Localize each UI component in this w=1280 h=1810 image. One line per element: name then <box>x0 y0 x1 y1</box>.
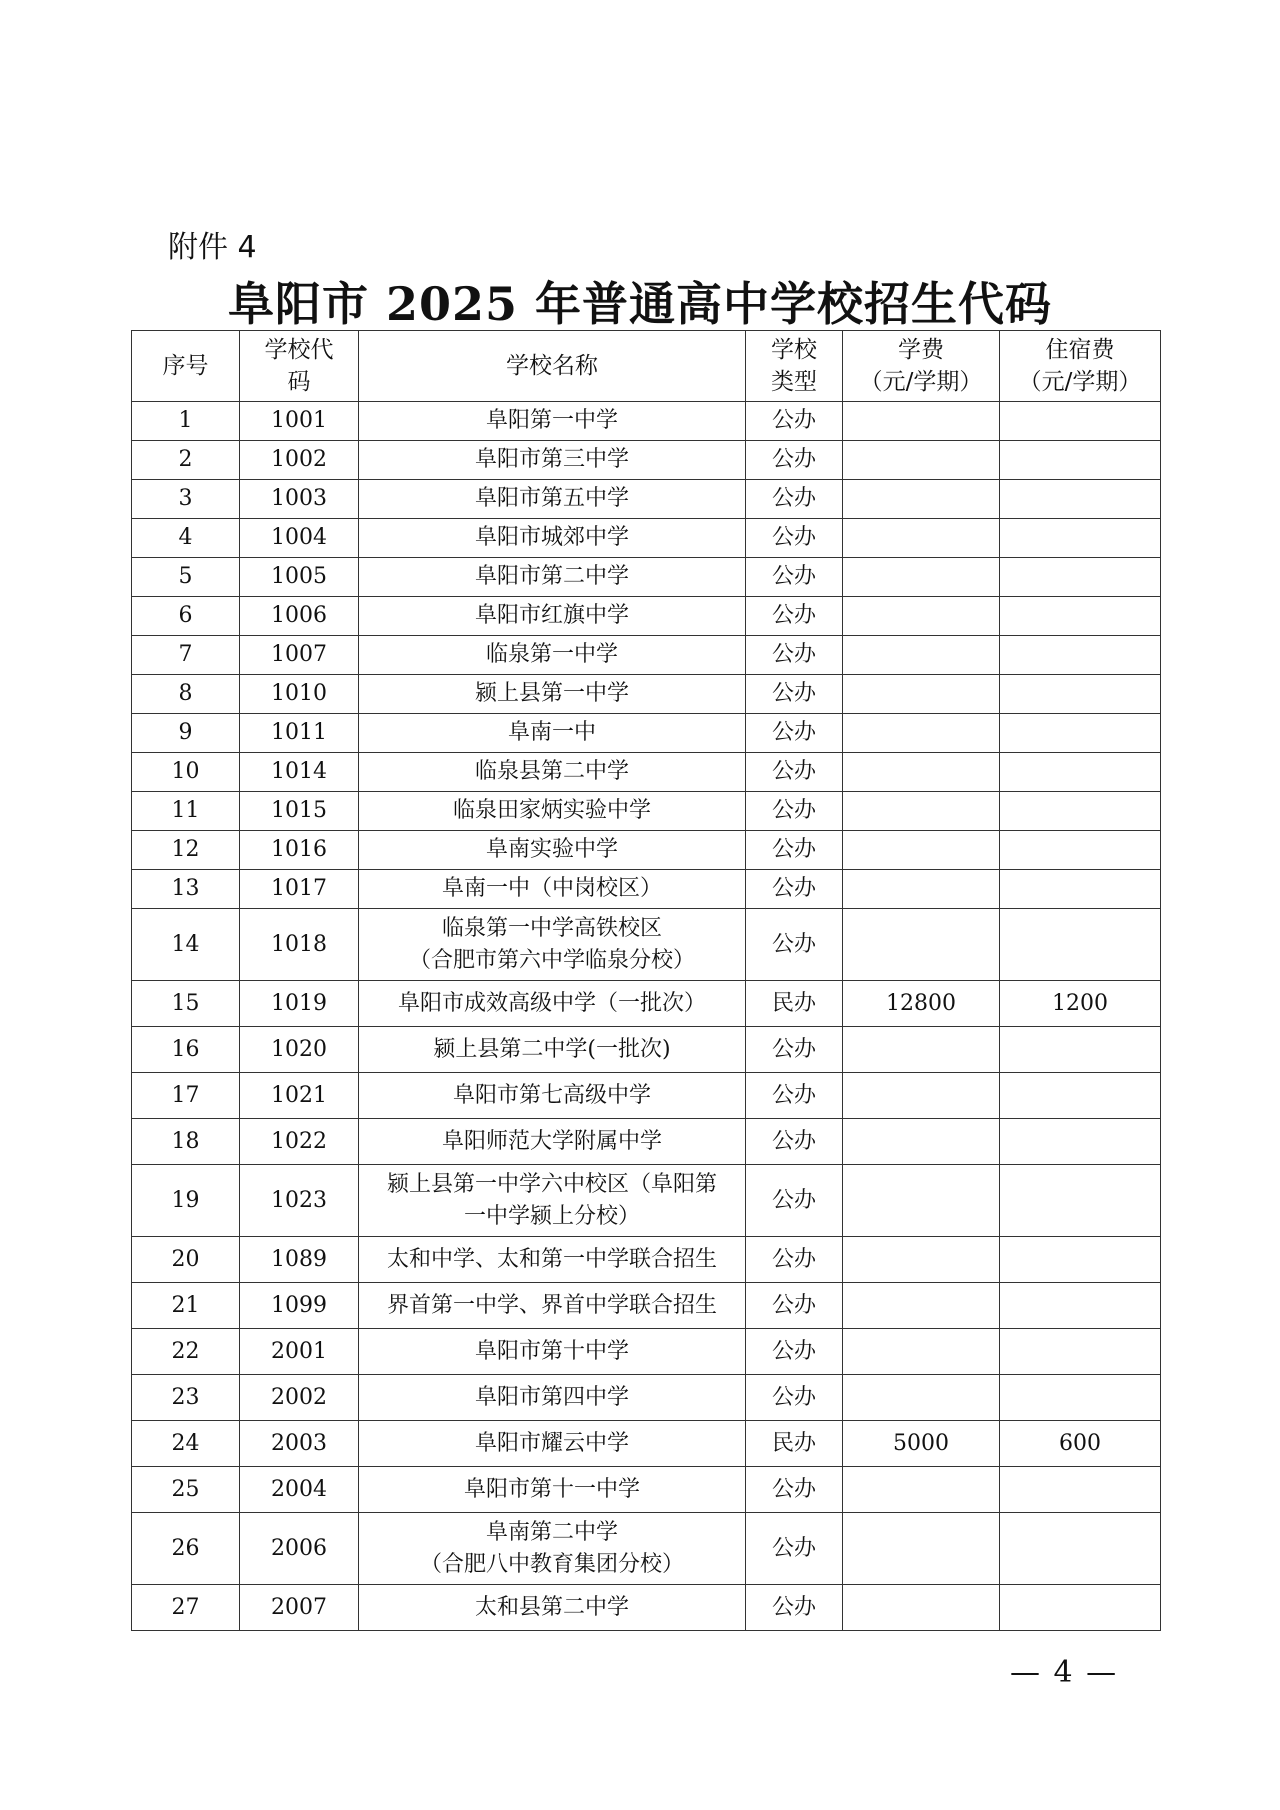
row-name-cell: 阜阳市第四中学 <box>359 1375 746 1421</box>
row-no-cell: 4 <box>132 519 240 558</box>
table-row <box>132 1027 1161 1073</box>
row-tuition-cell <box>843 1027 1000 1073</box>
row-tuition-cell <box>843 1283 1000 1329</box>
row-type-cell: 公办 <box>746 1283 843 1329</box>
row-code-cell: 2002 <box>240 1375 359 1421</box>
row-no-cell: 25 <box>132 1467 240 1513</box>
row-code-cell: 1019 <box>240 981 359 1027</box>
row-name-cell: 颍上县第一中学六中校区（阜阳第 一中学颍上分校） <box>359 1165 746 1237</box>
row-boarding-fee-cell <box>1000 831 1161 870</box>
row-type-cell: 公办 <box>746 1375 843 1421</box>
row-name-cell: 阜阳市第十一中学 <box>359 1467 746 1513</box>
header-boarding-fee: 住宿费 （元/学期） <box>1000 331 1161 402</box>
row-tuition-cell <box>843 636 1000 675</box>
row-boarding-fee-cell <box>1000 753 1161 792</box>
table-row <box>132 597 1161 636</box>
row-type-cell: 公办 <box>746 909 843 981</box>
row-name-cell: 阜阳市第五中学 <box>359 480 746 519</box>
row-name-cell: 临泉第一中学高铁校区 （合肥市第六中学临泉分校） <box>359 909 746 981</box>
row-tuition-cell <box>843 1237 1000 1283</box>
row-name-cell: 阜南一中（中岗校区） <box>359 870 746 909</box>
table-row <box>132 792 1161 831</box>
row-code-cell: 1005 <box>240 558 359 597</box>
row-code-cell: 2001 <box>240 1329 359 1375</box>
row-boarding-fee-cell <box>1000 519 1161 558</box>
attachment-label: 附件 4 <box>168 230 257 265</box>
row-tuition-cell <box>843 1329 1000 1375</box>
row-boarding-fee-cell <box>1000 1027 1161 1073</box>
row-boarding-fee-cell <box>1000 1513 1161 1585</box>
page-number: — 4 — <box>1010 1655 1119 1690</box>
row-type-cell: 公办 <box>746 1237 843 1283</box>
row-type-cell: 公办 <box>746 480 843 519</box>
row-boarding-fee-cell <box>1000 480 1161 519</box>
page-title: 阜阳市 2025 年普通高中学校招生代码 <box>227 277 1053 331</box>
row-no-cell: 15 <box>132 981 240 1027</box>
row-code-cell: 2003 <box>240 1421 359 1467</box>
row-boarding-fee-cell: 1200 <box>1000 981 1161 1027</box>
row-type-cell: 公办 <box>746 402 843 441</box>
row-name-cell: 阜阳市城郊中学 <box>359 519 746 558</box>
row-type-cell: 公办 <box>746 1513 843 1585</box>
row-tuition-cell <box>843 909 1000 981</box>
row-name-cell: 阜阳第一中学 <box>359 402 746 441</box>
table-header-row <box>132 331 1161 402</box>
table-row <box>132 909 1161 981</box>
table-row <box>132 981 1161 1027</box>
row-type-cell: 公办 <box>746 519 843 558</box>
row-type-cell: 公办 <box>746 792 843 831</box>
row-tuition-cell <box>843 1165 1000 1237</box>
header-no: 序号 <box>132 331 240 402</box>
row-boarding-fee-cell <box>1000 792 1161 831</box>
row-type-cell: 公办 <box>746 714 843 753</box>
row-no-cell: 11 <box>132 792 240 831</box>
row-tuition-cell <box>843 1119 1000 1165</box>
row-tuition-cell <box>843 519 1000 558</box>
row-tuition-cell <box>843 675 1000 714</box>
row-tuition-cell <box>843 1513 1000 1585</box>
row-no-cell: 8 <box>132 675 240 714</box>
row-code-cell: 1015 <box>240 792 359 831</box>
row-boarding-fee-cell <box>1000 675 1161 714</box>
row-code-cell: 1022 <box>240 1119 359 1165</box>
row-no-cell: 12 <box>132 831 240 870</box>
row-boarding-fee-cell: 600 <box>1000 1421 1161 1467</box>
row-boarding-fee-cell <box>1000 402 1161 441</box>
row-boarding-fee-cell <box>1000 636 1161 675</box>
row-no-cell: 14 <box>132 909 240 981</box>
row-tuition-cell <box>843 1073 1000 1119</box>
row-name-cell: 阜阳市第三中学 <box>359 441 746 480</box>
row-no-cell: 19 <box>132 1165 240 1237</box>
row-name-cell: 太和县第二中学 <box>359 1585 746 1631</box>
row-name-cell: 颍上县第一中学 <box>359 675 746 714</box>
row-name-cell: 阜南第二中学 （合肥八中教育集团分校） <box>359 1513 746 1585</box>
row-name-cell: 阜阳市耀云中学 <box>359 1421 746 1467</box>
table-row <box>132 831 1161 870</box>
row-type-cell: 公办 <box>746 753 843 792</box>
row-type-cell: 公办 <box>746 1467 843 1513</box>
row-name-cell: 临泉县第二中学 <box>359 753 746 792</box>
row-name-cell: 阜阳师范大学附属中学 <box>359 1119 746 1165</box>
table-row <box>132 753 1161 792</box>
row-boarding-fee-cell <box>1000 597 1161 636</box>
header-type: 学校 类型 <box>746 331 843 402</box>
row-boarding-fee-cell <box>1000 714 1161 753</box>
row-no-cell: 5 <box>132 558 240 597</box>
row-code-cell: 1004 <box>240 519 359 558</box>
row-no-cell: 9 <box>132 714 240 753</box>
row-no-cell: 7 <box>132 636 240 675</box>
row-code-cell: 1006 <box>240 597 359 636</box>
row-no-cell: 21 <box>132 1283 240 1329</box>
table-row <box>132 1165 1161 1237</box>
row-tuition-cell <box>843 792 1000 831</box>
table-row <box>132 480 1161 519</box>
table-row <box>132 1329 1161 1375</box>
row-no-cell: 24 <box>132 1421 240 1467</box>
row-type-cell: 公办 <box>746 441 843 480</box>
row-code-cell: 2007 <box>240 1585 359 1631</box>
row-no-cell: 23 <box>132 1375 240 1421</box>
header-code: 学校代 码 <box>240 331 359 402</box>
row-boarding-fee-cell <box>1000 1237 1161 1283</box>
row-boarding-fee-cell <box>1000 1119 1161 1165</box>
table-row <box>132 1073 1161 1119</box>
table-row <box>132 1513 1161 1585</box>
row-boarding-fee-cell <box>1000 909 1161 981</box>
row-type-cell: 公办 <box>746 1585 843 1631</box>
row-name-cell: 阜阳市第二中学 <box>359 558 746 597</box>
row-type-cell: 公办 <box>746 1329 843 1375</box>
row-code-cell: 1007 <box>240 636 359 675</box>
row-boarding-fee-cell <box>1000 558 1161 597</box>
row-type-cell: 公办 <box>746 1119 843 1165</box>
row-name-cell: 界首第一中学、界首中学联合招生 <box>359 1283 746 1329</box>
row-tuition-cell: 12800 <box>843 981 1000 1027</box>
table-row <box>132 1119 1161 1165</box>
table-row <box>132 636 1161 675</box>
row-boarding-fee-cell <box>1000 870 1161 909</box>
row-code-cell: 1099 <box>240 1283 359 1329</box>
row-type-cell: 公办 <box>746 597 843 636</box>
table-row <box>132 675 1161 714</box>
row-name-cell: 阜阳市红旗中学 <box>359 597 746 636</box>
row-type-cell: 公办 <box>746 675 843 714</box>
row-no-cell: 26 <box>132 1513 240 1585</box>
header-tuition: 学费 （元/学期） <box>843 331 1000 402</box>
row-tuition-cell <box>843 441 1000 480</box>
row-no-cell: 22 <box>132 1329 240 1375</box>
row-name-cell: 阜阳市成效高级中学（一批次） <box>359 981 746 1027</box>
table-row <box>132 870 1161 909</box>
row-code-cell: 1010 <box>240 675 359 714</box>
row-boarding-fee-cell <box>1000 1329 1161 1375</box>
row-type-cell: 公办 <box>746 831 843 870</box>
row-no-cell: 2 <box>132 441 240 480</box>
row-name-cell: 太和中学、太和第一中学联合招生 <box>359 1237 746 1283</box>
row-code-cell: 2006 <box>240 1513 359 1585</box>
row-boarding-fee-cell <box>1000 1165 1161 1237</box>
row-tuition-cell <box>843 831 1000 870</box>
row-name-cell: 阜南一中 <box>359 714 746 753</box>
row-boarding-fee-cell <box>1000 1073 1161 1119</box>
table-row <box>132 1585 1161 1631</box>
table-row <box>132 714 1161 753</box>
row-code-cell: 1020 <box>240 1027 359 1073</box>
row-code-cell: 1011 <box>240 714 359 753</box>
row-boarding-fee-cell <box>1000 1467 1161 1513</box>
row-no-cell: 27 <box>132 1585 240 1631</box>
row-no-cell: 20 <box>132 1237 240 1283</box>
row-type-cell: 公办 <box>746 1027 843 1073</box>
row-boarding-fee-cell <box>1000 1283 1161 1329</box>
table-row <box>132 402 1161 441</box>
table-row <box>132 519 1161 558</box>
row-tuition-cell <box>843 753 1000 792</box>
table-row <box>132 1283 1161 1329</box>
row-no-cell: 17 <box>132 1073 240 1119</box>
row-type-cell: 公办 <box>746 558 843 597</box>
row-tuition-cell <box>843 558 1000 597</box>
row-no-cell: 13 <box>132 870 240 909</box>
row-name-cell: 阜阳市第十中学 <box>359 1329 746 1375</box>
row-tuition-cell <box>843 402 1000 441</box>
row-no-cell: 6 <box>132 597 240 636</box>
row-code-cell: 1018 <box>240 909 359 981</box>
row-type-cell: 公办 <box>746 870 843 909</box>
table-row <box>132 558 1161 597</box>
row-tuition-cell <box>843 480 1000 519</box>
row-boarding-fee-cell <box>1000 1585 1161 1631</box>
row-tuition-cell: 5000 <box>843 1421 1000 1467</box>
row-code-cell: 1021 <box>240 1073 359 1119</box>
row-no-cell: 18 <box>132 1119 240 1165</box>
row-no-cell: 16 <box>132 1027 240 1073</box>
row-code-cell: 1003 <box>240 480 359 519</box>
row-boarding-fee-cell <box>1000 1375 1161 1421</box>
row-name-cell: 临泉第一中学 <box>359 636 746 675</box>
row-code-cell: 1016 <box>240 831 359 870</box>
row-tuition-cell <box>843 870 1000 909</box>
header-name: 学校名称 <box>359 331 746 402</box>
row-name-cell: 阜南实验中学 <box>359 831 746 870</box>
row-code-cell: 1023 <box>240 1165 359 1237</box>
row-name-cell: 颍上县第二中学(一批次) <box>359 1027 746 1073</box>
row-tuition-cell <box>843 597 1000 636</box>
row-name-cell: 阜阳市第七高级中学 <box>359 1073 746 1119</box>
row-code-cell: 1001 <box>240 402 359 441</box>
table-row <box>132 1237 1161 1283</box>
row-tuition-cell <box>843 1375 1000 1421</box>
row-code-cell: 1017 <box>240 870 359 909</box>
row-tuition-cell <box>843 1467 1000 1513</box>
table-row <box>132 1421 1161 1467</box>
row-type-cell: 民办 <box>746 981 843 1027</box>
row-type-cell: 公办 <box>746 1165 843 1237</box>
row-boarding-fee-cell <box>1000 441 1161 480</box>
row-no-cell: 3 <box>132 480 240 519</box>
row-code-cell: 1089 <box>240 1237 359 1283</box>
row-type-cell: 公办 <box>746 636 843 675</box>
table-row <box>132 1467 1161 1513</box>
table-row <box>132 441 1161 480</box>
row-no-cell: 1 <box>132 402 240 441</box>
row-code-cell: 1002 <box>240 441 359 480</box>
row-tuition-cell <box>843 714 1000 753</box>
row-type-cell: 民办 <box>746 1421 843 1467</box>
row-code-cell: 2004 <box>240 1467 359 1513</box>
table-row <box>132 1375 1161 1421</box>
row-code-cell: 1014 <box>240 753 359 792</box>
row-type-cell: 公办 <box>746 1073 843 1119</box>
row-name-cell: 临泉田家炳实验中学 <box>359 792 746 831</box>
row-tuition-cell <box>843 1585 1000 1631</box>
school-code-table <box>131 330 1161 1631</box>
row-no-cell: 10 <box>132 753 240 792</box>
